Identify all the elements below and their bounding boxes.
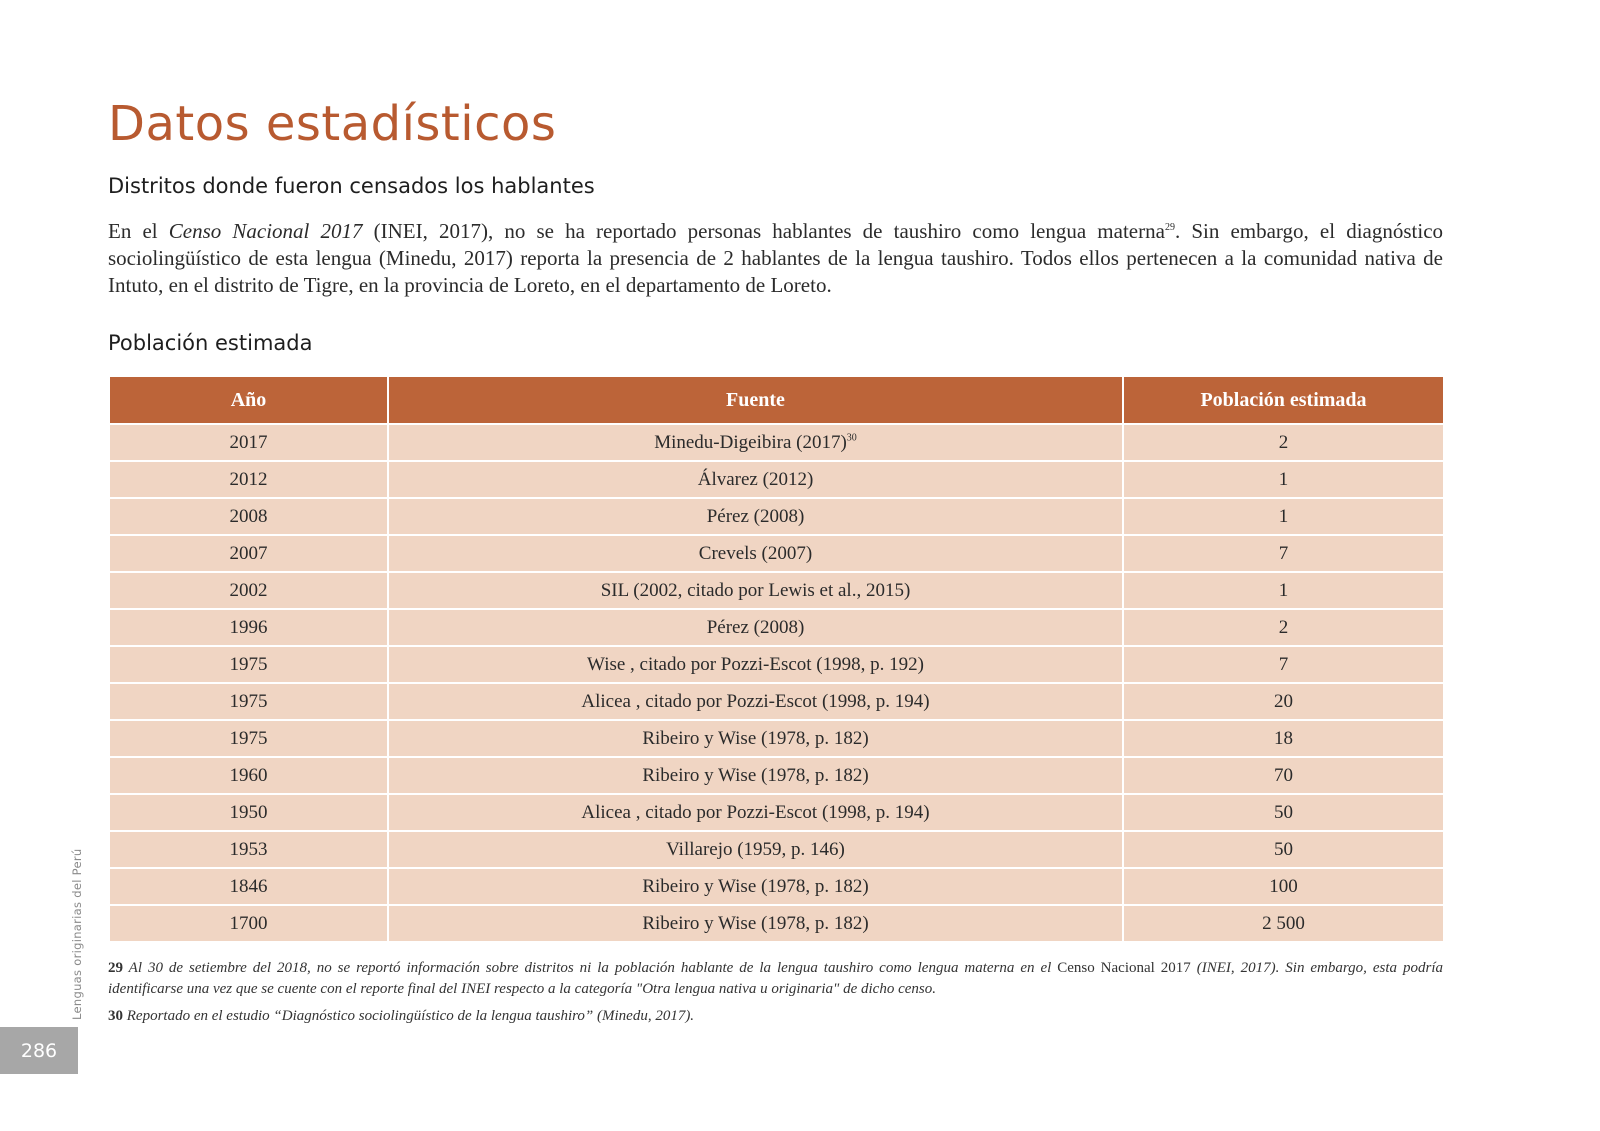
population-cell: 50 — [1123, 794, 1444, 831]
footnote-29 — [108, 958, 1443, 1000]
source-cell — [388, 424, 1123, 461]
source-cell: Ribeiro y Wise (1978, p. 182) — [388, 757, 1123, 794]
year-cell: 2008 — [109, 498, 388, 535]
footnotes — [108, 958, 1443, 1033]
page-title: Datos estadísticos — [108, 96, 557, 152]
section-heading-districts: Distritos donde fueron censados los hablantes — [108, 174, 595, 198]
population-cell: 1 — [1123, 461, 1444, 498]
book-title-side-label: Lenguas originarias del Perú — [70, 848, 84, 1020]
table-row — [109, 794, 1444, 831]
footnote-number: 29 — [108, 960, 123, 976]
year-cell: 1953 — [109, 831, 388, 868]
population-cell: 100 — [1123, 868, 1444, 905]
table-row — [109, 424, 1444, 461]
population-cell: 2 — [1123, 424, 1444, 461]
source-cell: Ribeiro y Wise (1978, p. 182) — [388, 905, 1123, 942]
year-cell: 2012 — [109, 461, 388, 498]
table-row — [109, 757, 1444, 794]
year-cell: 1846 — [109, 868, 388, 905]
year-cell: 1950 — [109, 794, 388, 831]
paragraph-text-3: . Sin embargo, el diagnóstico sociolingüístico de esta lengua (Minedu, 2017) reporta la presencia de 2 hablantes de la lengua taushiro. Todos ellos pertenecen a la comunidad nativa de Intuto, en el distrito de Tigre, en la provincia de Loreto, en el departamento de Loreto. — [108, 219, 1444, 297]
source-cell: Villarejo (1959, p. 146) — [388, 831, 1123, 868]
header-source: Fuente — [388, 376, 1123, 424]
table-row — [109, 683, 1444, 720]
section-heading-population: Población estimada — [108, 331, 313, 355]
population-cell: 1 — [1123, 572, 1444, 609]
population-table — [108, 375, 1445, 943]
table-header-row — [109, 376, 1444, 424]
table-row — [109, 831, 1444, 868]
header-year: Año — [109, 376, 388, 424]
source-cell: Crevels (2007) — [388, 535, 1123, 572]
population-cell: 2 500 — [1123, 905, 1444, 942]
population-cell: 70 — [1123, 757, 1444, 794]
table-row — [109, 572, 1444, 609]
source-cell: Pérez (2008) — [388, 498, 1123, 535]
table-row — [109, 646, 1444, 683]
population-cell: 18 — [1123, 720, 1444, 757]
population-cell: 50 — [1123, 831, 1444, 868]
census-name: Censo Nacional 2017 — [168, 219, 363, 243]
paragraph-text-1: En el — [108, 219, 169, 243]
footnote-text: Reportado en el estudio “Diagnóstico sociolingüístico de la lengua taushiro” (Minedu, 2017). — [123, 1008, 695, 1024]
intro-paragraph — [108, 218, 1443, 299]
footnote-number: 30 — [108, 1008, 123, 1024]
table-row — [109, 461, 1444, 498]
year-cell: 1975 — [109, 646, 388, 683]
footnote-ref-30[interactable]: 30 — [846, 432, 857, 444]
paragraph-text-2: (INEI, 2017), no se ha reportado personas hablantes de taushiro como lengua materna — [362, 219, 1165, 243]
table-row — [109, 609, 1444, 646]
footnote-30 — [108, 1006, 1443, 1027]
year-cell: 1996 — [109, 609, 388, 646]
year-cell: 2017 — [109, 424, 388, 461]
footnote-ref-29[interactable]: 29 — [1164, 222, 1175, 233]
year-cell: 2007 — [109, 535, 388, 572]
year-cell: 1700 — [109, 905, 388, 942]
page-number: 286 — [0, 1027, 78, 1074]
population-cell: 7 — [1123, 535, 1444, 572]
population-cell: 20 — [1123, 683, 1444, 720]
source-cell: Ribeiro y Wise (1978, p. 182) — [388, 720, 1123, 757]
year-cell: 1960 — [109, 757, 388, 794]
year-cell: 1975 — [109, 683, 388, 720]
year-cell: 2002 — [109, 572, 388, 609]
source-cell: Alicea , citado por Pozzi-Escot (1998, p. 194) — [388, 794, 1123, 831]
table-row — [109, 498, 1444, 535]
source-text: Minedu-Digeibira (2017) — [654, 431, 847, 453]
source-cell: Álvarez (2012) — [388, 461, 1123, 498]
table-row — [109, 720, 1444, 757]
year-cell: 1975 — [109, 720, 388, 757]
source-cell: Wise , citado por Pozzi-Escot (1998, p. 192) — [388, 646, 1123, 683]
source-cell: Alicea , citado por Pozzi-Escot (1998, p. 194) — [388, 683, 1123, 720]
table-row — [109, 868, 1444, 905]
header-population: Población estimada — [1123, 376, 1444, 424]
population-cell: 1 — [1123, 498, 1444, 535]
source-cell: Ribeiro y Wise (1978, p. 182) — [388, 868, 1123, 905]
population-cell: 2 — [1123, 609, 1444, 646]
footnote-text: (INEI, 2017). Sin embargo, esta podría identificarse una vez que se cuente con el reporte final del INEI respecto a la categoría "Otra lengua nativa u originaria" de dicho censo. — [108, 960, 1443, 997]
population-cell: 7 — [1123, 646, 1444, 683]
source-cell: Pérez (2008) — [388, 609, 1123, 646]
footnote-census-name: Censo Nacional 2017 — [1057, 960, 1191, 976]
table-row — [109, 905, 1444, 942]
table-row — [109, 535, 1444, 572]
source-cell: SIL (2002, citado por Lewis et al., 2015) — [388, 572, 1123, 609]
footnote-text: Al 30 de setiembre del 2018, no se reportó información sobre distritos ni la población hablante de la lengua taushiro como lengua materna en el — [123, 960, 1058, 976]
